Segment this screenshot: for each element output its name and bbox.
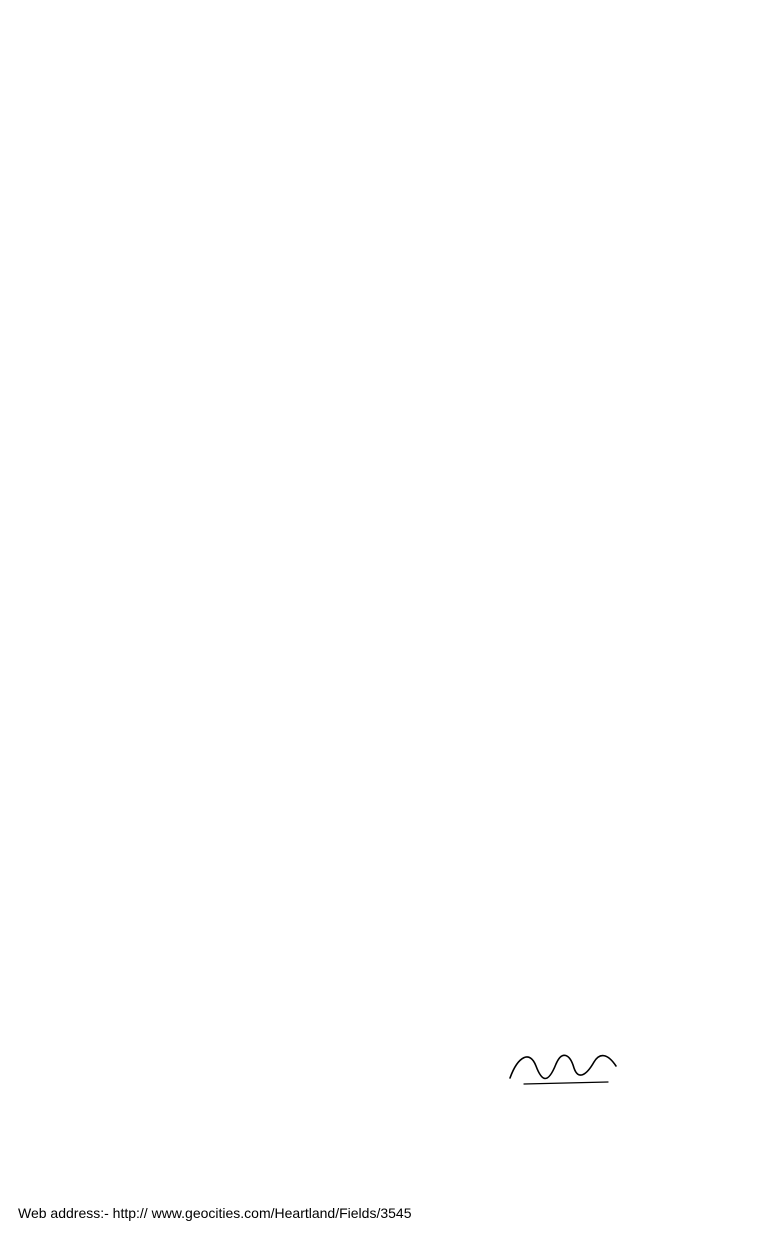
paragraph-middle-2 — [18, 226, 761, 418]
sign-off-line — [18, 1006, 761, 1030]
footer-line-3 — [18, 1224, 761, 1246]
quoted-paragraph — [18, 424, 761, 896]
web-address: Web address:- http:// www.geocities.com/Heartland/Fields/3545 — [18, 1205, 412, 1221]
paragraph-middle-1 — [18, 106, 761, 220]
face-line — [18, 976, 761, 1000]
intro-paragraph — [18, 6, 761, 100]
blessing-line — [18, 946, 761, 970]
closing-paragraph — [18, 902, 761, 940]
footer-heading — [18, 1136, 761, 1158]
signature-name — [538, 1100, 628, 1116]
handwritten-signature — [504, 1036, 624, 1096]
signature-area — [18, 1036, 761, 1136]
footer-line-1 — [18, 1158, 761, 1180]
footer-line-2 — [18, 1180, 761, 1202]
